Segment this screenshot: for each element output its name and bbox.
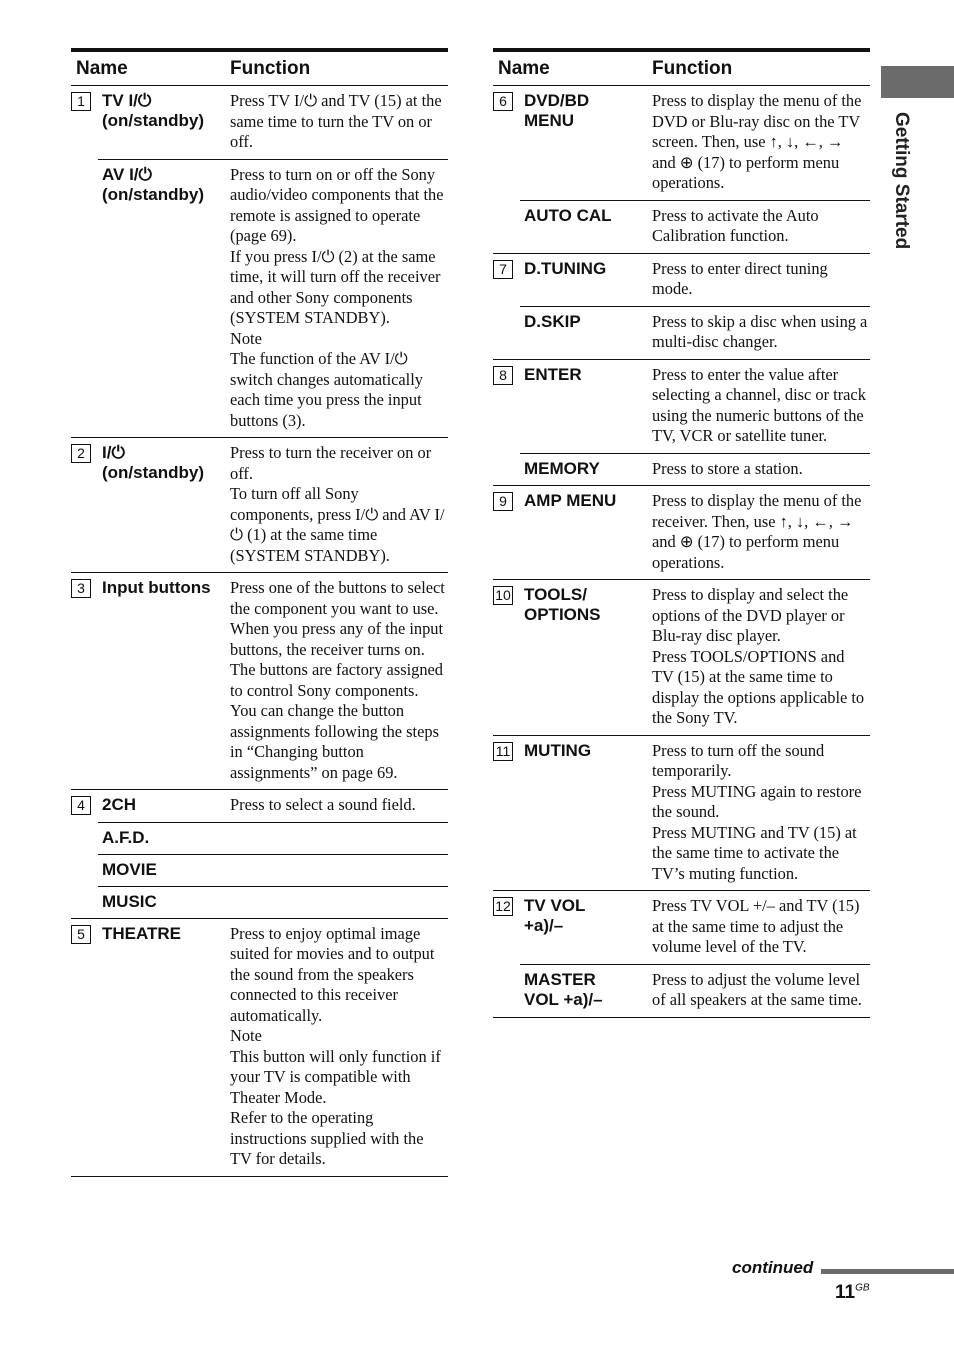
item-number-box: 8: [493, 366, 513, 385]
page-number-suffix: GB: [855, 1282, 870, 1294]
button-function: [226, 823, 448, 854]
table-row: [98, 86, 448, 159]
button-name: AUTO CAL: [524, 205, 612, 225]
table-group: [71, 919, 448, 1177]
button-name: TV I/⏻ (on/standby): [102, 91, 204, 130]
header-function: Function: [652, 57, 733, 79]
item-number: [71, 919, 98, 1176]
table-row: [520, 360, 870, 453]
page-number: [835, 1282, 870, 1304]
button-name: Input buttons: [102, 578, 211, 597]
button-name: I/⏻ (on/standby): [102, 443, 204, 482]
left-table: [71, 48, 448, 1177]
table-group: [71, 86, 448, 438]
item-number-box: 7: [493, 260, 513, 279]
button-function: Press TV VOL +/– and TV (15) at the same time to adjust the volume level of the TV.: [652, 896, 860, 956]
button-function: Press to enter the value after selecting a channel, disc or track using the numeric buttons of the TV, VCR or satellite tuner.: [652, 364, 866, 445]
button-function: Press to adjust the volume level of all speakers at the same time.: [652, 969, 862, 1009]
item-number-box: 4: [71, 796, 91, 815]
table-row: [98, 886, 448, 918]
item-number: [71, 438, 98, 572]
table-row: [520, 486, 870, 579]
item-number: [493, 580, 520, 735]
table-row: [520, 306, 870, 359]
group-rows: [520, 736, 870, 891]
group-rows: [98, 790, 448, 918]
button-name: MOVIE: [102, 859, 157, 879]
table-group: [71, 438, 448, 573]
button-function: Press TV I/⏻ and TV (15) at the same time to turn the TV on or off.: [230, 91, 442, 151]
item-number-box: 2: [71, 444, 91, 463]
item-number: [493, 486, 520, 579]
table-row: [98, 854, 448, 886]
table-row: [98, 919, 448, 1176]
button-name: TOOLS/ OPTIONS: [524, 585, 601, 624]
header-function: Function: [230, 57, 311, 79]
table-row: [520, 580, 870, 735]
button-function: Press to store a station.: [652, 458, 803, 478]
continued-bar: [821, 1269, 954, 1274]
table-group: [493, 580, 870, 736]
table-group: [493, 891, 870, 1018]
button-name: D.SKIP: [524, 311, 581, 331]
button-name: AMP MENU: [524, 491, 617, 510]
group-rows: [98, 86, 448, 437]
item-number-box: 1: [71, 92, 91, 111]
button-function: Press to turn off the sound temporarily. Press MUTING again to restore the sound. Press MUTING and TV (15) at the same time to activate the TV’s muting function.: [652, 740, 862, 883]
item-number-box: 5: [71, 925, 91, 944]
group-rows: [98, 573, 448, 789]
table-row: [98, 822, 448, 854]
table-group: [493, 736, 870, 892]
group-rows: [98, 919, 448, 1176]
group-rows: [520, 254, 870, 359]
item-number: [493, 360, 520, 486]
button-name: D.TUNING: [524, 258, 607, 278]
button-function: Press to turn on or off the Sony audio/video components that the remote is assigned to operate (page 69). If you press I/⏻ (2) at the same time, it will turn off the receiver and other Sony components (SYSTEM STANDBY). Note The function of the AV I/⏻ switch changes automatically each time you press the input buttons (3).: [230, 164, 444, 430]
group-rows: [520, 86, 870, 253]
item-number: [493, 736, 520, 891]
button-name: DVD/BD MENU: [524, 91, 590, 130]
item-number-box: 9: [493, 492, 513, 511]
header-name: Name: [498, 57, 550, 79]
table-row: [520, 964, 870, 1017]
button-name: MEMORY: [524, 458, 600, 478]
button-function: [226, 887, 448, 918]
item-number: [71, 86, 98, 437]
group-rows: [520, 580, 870, 735]
table-row: [98, 573, 448, 789]
table-group: [493, 486, 870, 580]
button-name: TV VOL +a)/–: [524, 896, 586, 935]
button-function: [226, 855, 448, 886]
button-function: Press to display the menu of the DVD or Blu-ray disc on the TV screen. Then, use ↑, ↓, ←, → and ⊕ (17) to perform menu operations.: [652, 91, 862, 192]
table-row: [520, 254, 870, 306]
item-number: [71, 790, 98, 918]
button-name: MUTING: [524, 740, 592, 760]
table-row: [520, 86, 870, 200]
table-group: [71, 573, 448, 790]
table-row: [520, 736, 870, 891]
item-number-box: 10: [493, 586, 513, 605]
item-number-box: 11: [493, 742, 513, 761]
table-header: [71, 48, 448, 86]
button-function: Press one of the buttons to select the component you want to use. When you press any of the input buttons, the receiver turns on. The buttons are factory assigned to control Sony components. You can change the button assignments following the steps in “Changing button assignments” on page 69.: [230, 578, 445, 782]
table-row: [520, 200, 870, 253]
table-row: [520, 453, 870, 486]
button-function: Press to enter direct tuning mode.: [652, 258, 828, 298]
table-group: [493, 86, 870, 254]
button-function: Press to enjoy optimal image suited for movies and to output the sound from the speakers connected to this receiver automatically. Note This button will only function if your TV is compatible with Theater Mode. Refer to the operating instructions supplied with the TV for details.: [230, 923, 441, 1168]
button-function: Press to display and select the options of the DVD player or Blu-ray disc player. Press TOOLS/OPTIONS and TV (15) at the same time to display the options applicable to the Sony TV.: [652, 585, 865, 727]
header-name: Name: [76, 57, 128, 79]
button-function: Press to display the menu of the receiver. Then, use ↑, ↓, ←, → and ⊕ (17) to perform menu operations.: [652, 491, 862, 572]
table-row: [98, 438, 448, 572]
button-name: MASTER VOL +a)/–: [524, 969, 603, 1009]
table-group: [493, 254, 870, 360]
section-tab-marker: [881, 66, 954, 98]
item-number-box: 6: [493, 92, 513, 111]
button-name: MUSIC: [102, 891, 157, 911]
table-row: [98, 790, 448, 822]
continued-label: continued: [732, 1258, 814, 1277]
table-group: [493, 360, 870, 487]
group-rows: [520, 486, 870, 579]
button-name: 2CH: [102, 795, 137, 814]
item-number-box: 12: [493, 897, 513, 916]
item-number: [493, 254, 520, 359]
button-name: AV I/⏻ (on/standby): [102, 164, 204, 204]
button-function: Press to skip a disc when using a multi-disc changer.: [652, 311, 868, 351]
item-number: [493, 891, 520, 1017]
table-row: [520, 891, 870, 964]
right-table: [493, 48, 870, 1018]
button-function: Press to turn the receiver on or off. To turn off all Sony components, press I/⏻ and AV I/⏻ (1) at the same time (SYSTEM STANDBY).: [230, 443, 445, 565]
table-group: [71, 790, 448, 919]
group-rows: [520, 891, 870, 1017]
button-name: ENTER: [524, 364, 582, 384]
item-number-box: 3: [71, 579, 91, 598]
table-row: [98, 159, 448, 438]
page-number-value: 11: [835, 1282, 856, 1303]
item-number: [71, 573, 98, 789]
button-function: Press to activate the Auto Calibration function.: [652, 205, 819, 245]
table-header: [493, 48, 870, 86]
button-name: THEATRE: [102, 923, 182, 943]
group-rows: [98, 438, 448, 572]
item-number: [493, 86, 520, 253]
button-function: Press to select a sound field.: [230, 795, 416, 814]
section-label: Getting Started: [891, 112, 912, 250]
group-rows: [520, 360, 870, 486]
button-name: A.F.D.: [102, 827, 150, 847]
